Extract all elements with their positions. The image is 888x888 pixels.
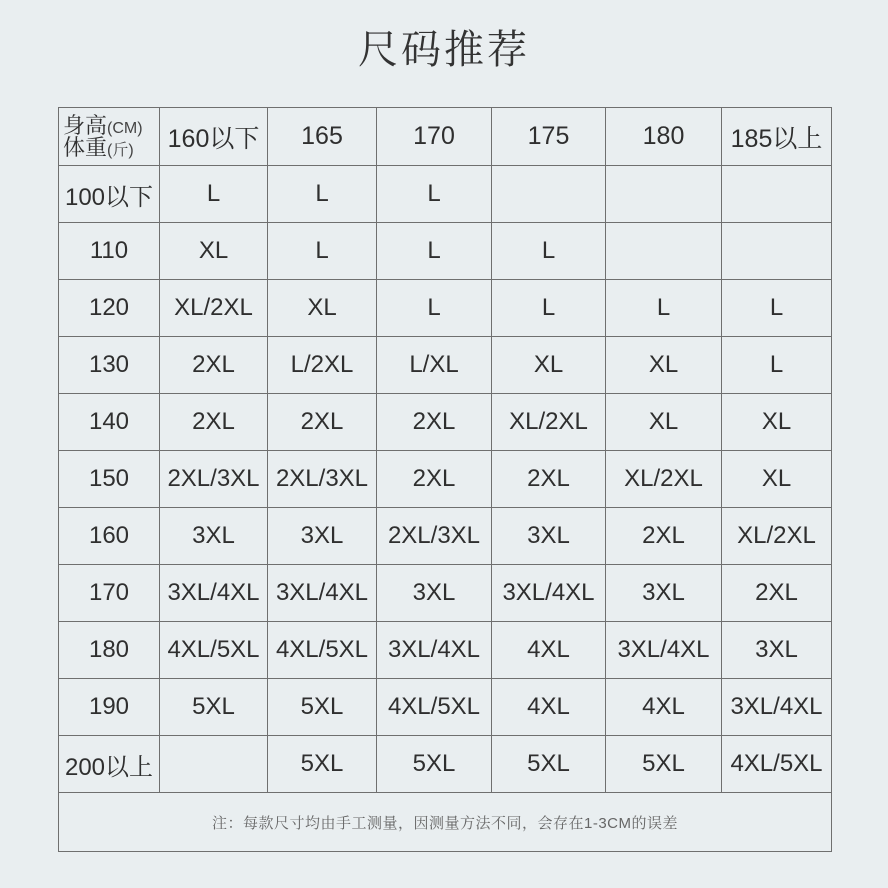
size-cell: XL bbox=[722, 451, 832, 508]
size-cell: 2XL bbox=[377, 394, 492, 451]
size-cell: 4XL bbox=[492, 679, 606, 736]
size-cell: 4XL/5XL bbox=[160, 622, 268, 679]
size-cell: 3XL bbox=[160, 508, 268, 565]
size-cell: XL bbox=[722, 394, 832, 451]
size-cell: L bbox=[492, 280, 606, 337]
header-row bbox=[59, 108, 832, 166]
weight-cell: 100以下 bbox=[59, 166, 160, 223]
size-cell: 3XL/4XL bbox=[377, 622, 492, 679]
table-row bbox=[59, 679, 832, 736]
size-cell: 2XL/3XL bbox=[160, 451, 268, 508]
size-cell: XL bbox=[268, 280, 377, 337]
table-row bbox=[59, 280, 832, 337]
weight-cell: 120 bbox=[59, 280, 160, 337]
size-cell: 5XL bbox=[606, 736, 722, 793]
corner-cell bbox=[59, 108, 160, 166]
height-header-cell: 165 bbox=[268, 108, 377, 166]
table-row bbox=[59, 451, 832, 508]
size-cell: 3XL/4XL bbox=[160, 565, 268, 622]
size-cell: 3XL/4XL bbox=[492, 565, 606, 622]
table-row bbox=[59, 166, 832, 223]
size-cell: 2XL/3XL bbox=[268, 451, 377, 508]
size-cell: 3XL/4XL bbox=[722, 679, 832, 736]
size-cell: XL/2XL bbox=[722, 508, 832, 565]
size-cell: XL bbox=[160, 223, 268, 280]
corner-labels bbox=[59, 112, 159, 160]
size-cell: XL/2XL bbox=[606, 451, 722, 508]
size-cell bbox=[606, 166, 722, 223]
size-chart-table bbox=[58, 107, 832, 852]
size-cell: L bbox=[377, 166, 492, 223]
table-row bbox=[59, 565, 832, 622]
size-cell: L bbox=[268, 223, 377, 280]
size-cell: 3XL bbox=[492, 508, 606, 565]
size-cell bbox=[606, 223, 722, 280]
size-cell: L bbox=[160, 166, 268, 223]
height-header-cell: 180 bbox=[606, 108, 722, 166]
size-cell: L/2XL bbox=[268, 337, 377, 394]
size-cell: XL/2XL bbox=[492, 394, 606, 451]
weight-cell: 110 bbox=[59, 223, 160, 280]
table-row bbox=[59, 736, 832, 793]
height-label: 身高 bbox=[63, 112, 108, 138]
table-body bbox=[59, 108, 832, 852]
height-header-cell: 160以下 bbox=[160, 108, 268, 166]
weight-cell: 150 bbox=[59, 451, 160, 508]
size-cell: 3XL bbox=[606, 565, 722, 622]
size-cell: XL/2XL bbox=[160, 280, 268, 337]
size-cell: 2XL bbox=[492, 451, 606, 508]
size-cell: L bbox=[377, 223, 492, 280]
size-cell: 5XL bbox=[377, 736, 492, 793]
size-cell bbox=[722, 166, 832, 223]
table-row bbox=[59, 508, 832, 565]
size-cell: 5XL bbox=[268, 679, 377, 736]
weight-cell: 170 bbox=[59, 565, 160, 622]
size-cell: L bbox=[722, 337, 832, 394]
weight-unit: (斤) bbox=[107, 141, 134, 159]
size-cell: L/XL bbox=[377, 337, 492, 394]
weight-cell: 130 bbox=[59, 337, 160, 394]
size-cell: 4XL/5XL bbox=[268, 622, 377, 679]
height-header-cell: 185以上 bbox=[722, 108, 832, 166]
weight-cell: 180 bbox=[59, 622, 160, 679]
size-cell: 4XL/5XL bbox=[722, 736, 832, 793]
size-cell: 2XL bbox=[160, 337, 268, 394]
table-row bbox=[59, 622, 832, 679]
size-cell: XL bbox=[606, 337, 722, 394]
size-cell: 4XL/5XL bbox=[377, 679, 492, 736]
size-cell: 4XL bbox=[492, 622, 606, 679]
size-cell: 2XL bbox=[606, 508, 722, 565]
measurement-note: 注：每款尺寸均由手工测量，因测量方法不同，会存在1-3CM的误差 bbox=[59, 793, 832, 852]
size-cell: XL bbox=[492, 337, 606, 394]
weight-axis-label bbox=[63, 134, 159, 160]
size-cell: 5XL bbox=[492, 736, 606, 793]
size-cell bbox=[722, 223, 832, 280]
height-axis-label bbox=[63, 112, 159, 138]
size-cell: 5XL bbox=[160, 679, 268, 736]
size-cell: 5XL bbox=[268, 736, 377, 793]
height-header-cell: 170 bbox=[377, 108, 492, 166]
size-cell: L bbox=[606, 280, 722, 337]
weight-cell: 190 bbox=[59, 679, 160, 736]
size-cell bbox=[492, 166, 606, 223]
table-row bbox=[59, 394, 832, 451]
height-unit: (CM) bbox=[107, 119, 143, 137]
table-row bbox=[59, 223, 832, 280]
size-cell: 2XL bbox=[268, 394, 377, 451]
page-title: 尺码推荐 bbox=[358, 27, 530, 73]
size-cell: L bbox=[377, 280, 492, 337]
size-cell: 4XL bbox=[606, 679, 722, 736]
size-cell: 2XL/3XL bbox=[377, 508, 492, 565]
weight-cell: 140 bbox=[59, 394, 160, 451]
size-cell: 3XL bbox=[722, 622, 832, 679]
size-cell: L bbox=[492, 223, 606, 280]
size-cell: 2XL bbox=[160, 394, 268, 451]
weight-label: 体重 bbox=[63, 134, 108, 160]
weight-cell: 160 bbox=[59, 508, 160, 565]
note-row bbox=[59, 793, 832, 852]
size-cell: XL bbox=[606, 394, 722, 451]
size-cell: 3XL/4XL bbox=[606, 622, 722, 679]
size-cell: 3XL/4XL bbox=[268, 565, 377, 622]
size-cell bbox=[160, 736, 268, 793]
size-cell: 2XL bbox=[377, 451, 492, 508]
weight-cell: 200以上 bbox=[59, 736, 160, 793]
size-cell: L bbox=[268, 166, 377, 223]
size-cell: L bbox=[722, 280, 832, 337]
height-header-cell: 175 bbox=[492, 108, 606, 166]
size-cell: 3XL bbox=[377, 565, 492, 622]
size-cell: 2XL bbox=[722, 565, 832, 622]
size-cell: 3XL bbox=[268, 508, 377, 565]
table-row bbox=[59, 337, 832, 394]
